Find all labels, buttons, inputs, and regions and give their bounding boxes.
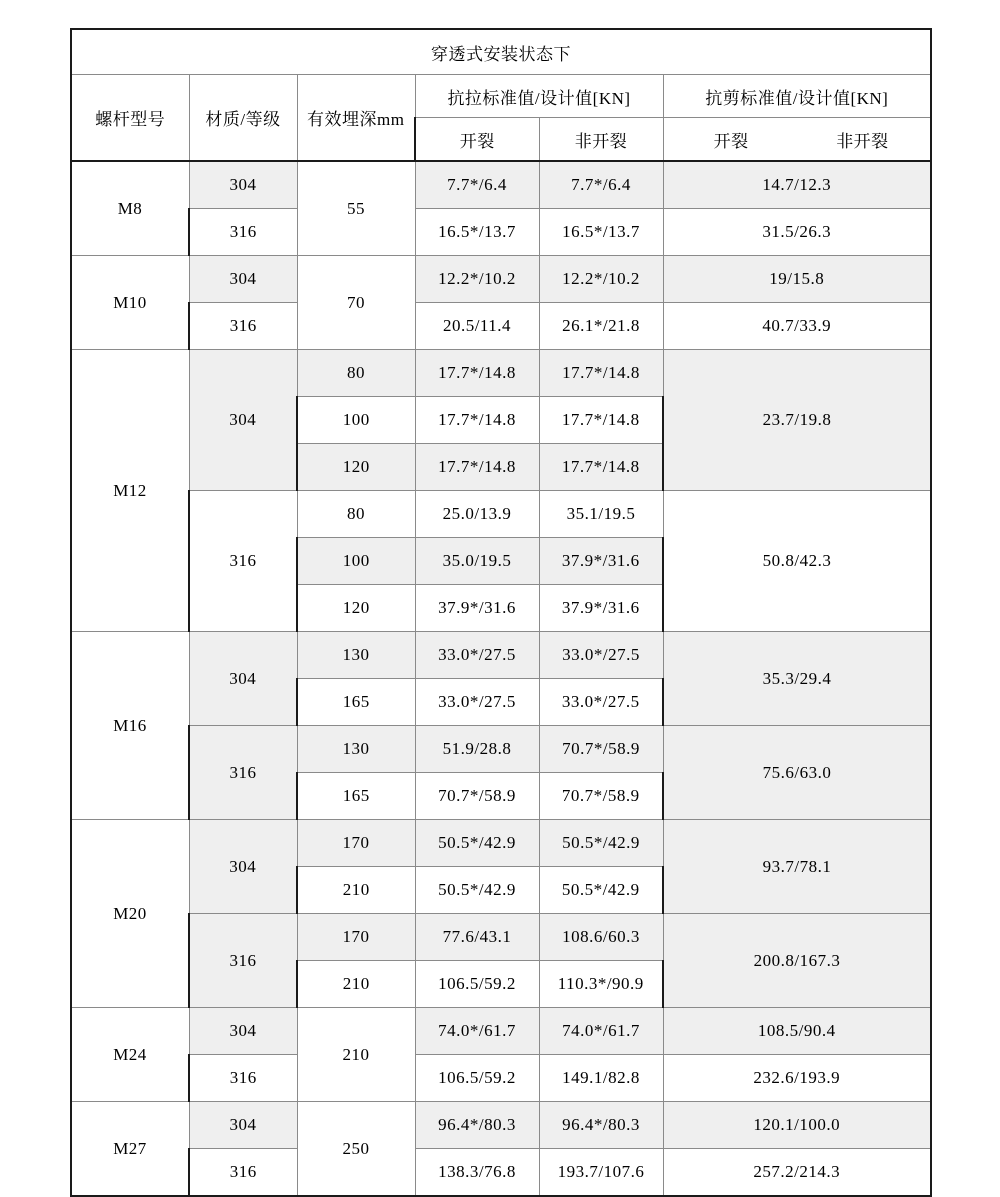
cell-tensile-uncracked: 149.1/82.8 [539,1055,663,1102]
cell-tensile-cracked: 37.9*/31.6 [415,585,539,632]
cell-material-grade: 304 [189,161,297,209]
cell-tensile-cracked: 50.5*/42.9 [415,867,539,914]
spec-table [70,28,932,1197]
cell-tensile-uncracked: 108.6/60.3 [539,914,663,961]
cell-tensile-uncracked: 50.5*/42.9 [539,867,663,914]
cell-shear-value: 232.6/193.9 [663,1055,931,1102]
cell-effective-depth: 170 [297,820,415,867]
cell-tensile-uncracked: 26.1*/21.8 [539,303,663,350]
cell-tensile-cracked: 17.7*/14.8 [415,444,539,491]
cell-effective-depth: 165 [297,679,415,726]
cell-material-grade: 316 [189,303,297,350]
cell-effective-depth: 70 [297,256,415,350]
table-row [71,632,931,679]
cell-bolt-type: M20 [71,820,189,1008]
cell-tensile-uncracked: 17.7*/14.8 [539,350,663,397]
cell-shear-value: 35.3/29.4 [663,632,931,726]
cell-effective-depth: 130 [297,632,415,679]
table-title: 穿透式安装状态下 [71,29,931,75]
cell-tensile-cracked: 106.5/59.2 [415,1055,539,1102]
header-tensile-cracked: 开裂 [415,118,539,162]
cell-effective-depth: 100 [297,397,415,444]
cell-tensile-cracked: 70.7*/58.9 [415,773,539,820]
header-effective-depth: 有效埋深mm [297,75,415,162]
cell-tensile-uncracked: 37.9*/31.6 [539,585,663,632]
cell-tensile-cracked: 138.3/76.8 [415,1149,539,1197]
cell-shear-value: 50.8/42.3 [663,491,931,632]
table-row [71,914,931,961]
cell-material-grade: 304 [189,820,297,914]
cell-effective-depth: 165 [297,773,415,820]
cell-tensile-cracked: 35.0/19.5 [415,538,539,585]
cell-tensile-cracked: 7.7*/6.4 [415,161,539,209]
table-row [71,256,931,303]
cell-shear-value: 23.7/19.8 [663,350,931,491]
table-row [71,491,931,538]
cell-material-grade: 304 [189,1008,297,1055]
cell-tensile-uncracked: 96.4*/80.3 [539,1102,663,1149]
header-bolt-type: 螺杆型号 [71,75,189,162]
cell-tensile-uncracked: 7.7*/6.4 [539,161,663,209]
table-row [71,350,931,397]
cell-bolt-type: M16 [71,632,189,820]
cell-tensile-uncracked: 70.7*/58.9 [539,773,663,820]
cell-shear-value: 200.8/167.3 [663,914,931,1008]
cell-shear-value: 120.1/100.0 [663,1102,931,1149]
cell-tensile-uncracked: 33.0*/27.5 [539,632,663,679]
table-header-row-1 [71,75,931,118]
cell-tensile-uncracked: 35.1/19.5 [539,491,663,538]
table-row [71,1008,931,1055]
cell-bolt-type: M12 [71,350,189,632]
cell-effective-depth: 170 [297,914,415,961]
cell-tensile-cracked: 51.9/28.8 [415,726,539,773]
cell-effective-depth: 210 [297,961,415,1008]
table-row [71,726,931,773]
table-title-row [71,29,931,75]
table-row [71,209,931,256]
cell-effective-depth: 120 [297,585,415,632]
cell-tensile-cracked: 74.0*/61.7 [415,1008,539,1055]
cell-bolt-type: M8 [71,161,189,256]
cell-shear-value: 257.2/214.3 [663,1149,931,1197]
cell-effective-depth: 210 [297,1008,415,1102]
cell-material-grade: 304 [189,256,297,303]
cell-material-grade: 316 [189,491,297,632]
cell-tensile-cracked: 25.0/13.9 [415,491,539,538]
cell-material-grade: 316 [189,1055,297,1102]
cell-tensile-uncracked: 70.7*/58.9 [539,726,663,773]
cell-effective-depth: 130 [297,726,415,773]
header-material-grade: 材质/等级 [189,75,297,162]
cell-effective-depth: 250 [297,1102,415,1197]
cell-effective-depth: 100 [297,538,415,585]
cell-tensile-cracked: 20.5/11.4 [415,303,539,350]
table-row [71,1102,931,1149]
cell-tensile-uncracked: 50.5*/42.9 [539,820,663,867]
cell-material-grade: 304 [189,1102,297,1149]
table-row [71,820,931,867]
cell-tensile-uncracked: 12.2*/10.2 [539,256,663,303]
header-shear-sub [663,118,931,162]
table-row [71,1149,931,1197]
header-shear: 抗剪标准值/设计值[KN] [663,75,931,118]
cell-tensile-uncracked: 37.9*/31.6 [539,538,663,585]
table-row [71,1055,931,1102]
cell-tensile-cracked: 77.6/43.1 [415,914,539,961]
header-shear-cracked: 开裂 [713,131,749,151]
cell-effective-depth: 210 [297,867,415,914]
cell-tensile-uncracked: 16.5*/13.7 [539,209,663,256]
cell-tensile-cracked: 33.0*/27.5 [415,679,539,726]
cell-tensile-uncracked: 17.7*/14.8 [539,444,663,491]
cell-material-grade: 304 [189,350,297,491]
cell-tensile-cracked: 33.0*/27.5 [415,632,539,679]
cell-tensile-uncracked: 17.7*/14.8 [539,397,663,444]
cell-bolt-type: M24 [71,1008,189,1102]
cell-bolt-type: M27 [71,1102,189,1197]
table-row [71,161,931,209]
cell-shear-value: 75.6/63.0 [663,726,931,820]
cell-shear-value: 19/15.8 [663,256,931,303]
cell-shear-value: 40.7/33.9 [663,303,931,350]
cell-effective-depth: 120 [297,444,415,491]
cell-material-grade: 316 [189,209,297,256]
cell-tensile-uncracked: 110.3*/90.9 [539,961,663,1008]
cell-tensile-cracked: 17.7*/14.8 [415,397,539,444]
cell-material-grade: 316 [189,914,297,1008]
cell-bolt-type: M10 [71,256,189,350]
cell-material-grade: 316 [189,1149,297,1197]
header-tensile-uncracked: 非开裂 [539,118,663,162]
cell-tensile-cracked: 106.5/59.2 [415,961,539,1008]
cell-effective-depth: 80 [297,491,415,538]
table-body [71,161,931,1196]
cell-tensile-uncracked: 74.0*/61.7 [539,1008,663,1055]
cell-material-grade: 304 [189,632,297,726]
table-row [71,303,931,350]
cell-tensile-cracked: 16.5*/13.7 [415,209,539,256]
cell-tensile-cracked: 96.4*/80.3 [415,1102,539,1149]
cell-effective-depth: 80 [297,350,415,397]
cell-shear-value: 31.5/26.3 [663,209,931,256]
header-shear-uncracked: 非开裂 [836,131,889,151]
cell-shear-value: 108.5/90.4 [663,1008,931,1055]
cell-shear-value: 14.7/12.3 [663,161,931,209]
cell-shear-value: 93.7/78.1 [663,820,931,914]
cell-tensile-cracked: 17.7*/14.8 [415,350,539,397]
cell-tensile-cracked: 50.5*/42.9 [415,820,539,867]
cell-tensile-cracked: 12.2*/10.2 [415,256,539,303]
header-tensile: 抗拉标准值/设计值[KN] [415,75,663,118]
cell-tensile-uncracked: 33.0*/27.5 [539,679,663,726]
cell-tensile-uncracked: 193.7/107.6 [539,1149,663,1197]
cell-effective-depth: 55 [297,161,415,256]
cell-material-grade: 316 [189,726,297,820]
